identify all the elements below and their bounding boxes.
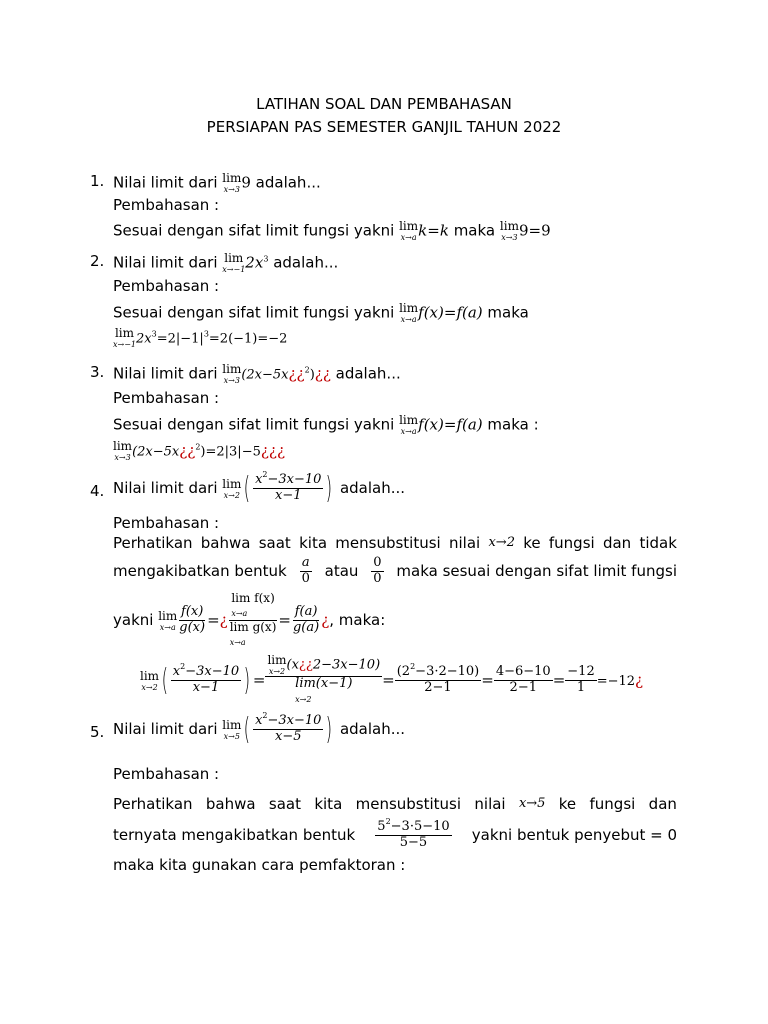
- question-number-2: 2.: [90, 252, 105, 270]
- solution-3-rule: Sesuai dengan sifat limit fungsi yakni lim x→a f(x)=f(a) maka :: [113, 413, 539, 436]
- render-error-glyph: ¿¿: [179, 441, 196, 460]
- solution-4-calc: lim x→2 ( $\frac{x^2-3x-10}{x-1}$ ) = lim x→2 (x¿¿2−3x−10) lim(x−1) x→2 = $\frac{(2^2-3\cdot 2-10)}{2-1}$ = $\frac{4-6-10}{2-1}$ = $\frac{-12}{1}$ =−12¿: [140, 650, 643, 712]
- title-line-2: PERSIAPAN PAS SEMESTER GANJIL TAHUN 2022: [206, 118, 562, 136]
- solution-5-text-line3: maka kita gunakan cara pemfaktoran :: [113, 856, 406, 874]
- fraction: $\frac{x^2-3x-10}{x-1}$: [255, 470, 322, 503]
- fraction: lim f(x) x→a lim g(x) x→a: [229, 591, 277, 647]
- solution-1: Sesuai dengan sifat limit fungsi yakni lim x→a k=k maka lim x→3 9=9: [113, 219, 551, 242]
- limit-symbol: lim x→5: [222, 717, 242, 741]
- title-line-1: LATIHAN SOAL DAN PEMBAHASAN: [256, 95, 512, 113]
- fraction: $\frac{4-6-10}{2-1}$: [495, 664, 551, 695]
- solution-2-rule: Sesuai dengan sifat limit fungsi yakni lim x→a f(x)=f(a) maka: [113, 301, 529, 324]
- question-number-4: 4.: [90, 482, 105, 500]
- fraction: $\frac{-12}{1}$: [567, 664, 595, 695]
- pembahasan-label-5: Pembahasan :: [113, 765, 220, 783]
- limit-symbol: lim x→a: [399, 301, 419, 324]
- render-error-glyph: ¿¿: [288, 364, 305, 383]
- fraction: lim x→2 (x¿¿2−3x−10) lim(x−1) x→2: [267, 653, 381, 704]
- render-error-glyph: ¿: [635, 671, 644, 689]
- question-2: Nilai limit dari lim x→−1 $2x^3$ adalah...: [113, 251, 339, 274]
- render-error-glyph: ¿¿: [314, 364, 331, 383]
- limit-symbol: lim x→3: [222, 362, 242, 385]
- limit-symbol: lim x→3: [113, 439, 133, 462]
- solution-5-text-line2: ternyata mengakibatkan bentuk $\frac{5^2-3\cdot 5-10}{5-5}$ yakni bentuk penyebut = 0: [113, 816, 677, 850]
- fraction: $\frac{0}{0}$: [373, 554, 382, 586]
- question-number-1: 1.: [90, 172, 105, 190]
- pembahasan-label-1: Pembahasan :: [113, 196, 220, 214]
- limit-symbol: lim x→3: [499, 219, 519, 242]
- limit-symbol: lim x→2: [222, 476, 242, 500]
- question-4: Nilai limit dari lim x→2 ( $\frac{x^2-3x-10}{x-1}$ ) adalah...: [113, 470, 406, 506]
- fraction: $\frac{f(a)}{g(a)}$: [292, 604, 320, 635]
- limit-symbol: lim x→3: [222, 171, 242, 194]
- limit-symbol: lim x→2: [140, 668, 160, 692]
- limit-symbol: lim x→a: [399, 219, 419, 242]
- solution-4-text-line1: Perhatikan bahwa saat kita mensubstitusi nilai x→2 ke fungsi dan tidak: [113, 534, 677, 552]
- pembahasan-label-2: Pembahasan :: [113, 277, 220, 295]
- fraction: $\frac{x^2-3x-10}{x-5}$: [255, 711, 322, 744]
- pembahasan-label-4: Pembahasan :: [113, 514, 220, 532]
- fraction: $\frac{a}{0}$: [301, 554, 310, 586]
- question-number-3: 3.: [90, 363, 105, 381]
- solution-4-text-line2: mengakibatkan bentuk $\frac{a}{0}$ atau $\frac{0}{0}$ maka sesuai dengan sifat limit fungsi: [113, 554, 677, 586]
- render-error-glyph: ¿: [219, 611, 228, 629]
- fraction: $\frac{f(x)}{g(x)}$: [179, 604, 206, 635]
- question-3: Nilai limit dari lim x→3 (2x−5x¿¿$^2$)¿¿ adalah...: [113, 362, 401, 385]
- render-error-glyph: ¿¿¿: [260, 441, 285, 460]
- solution-5-text-line1: Perhatikan bahwa saat kita mensubstitusi nilai x→5 ke fungsi dan: [113, 795, 677, 813]
- limit-symbol: lim x→a: [158, 608, 178, 632]
- fraction: $\frac{x^2-3x-10}{x-1}$: [172, 662, 240, 695]
- pembahasan-label-3: Pembahasan :: [113, 389, 220, 407]
- limit-symbol: lim x→−1: [222, 251, 246, 274]
- question-1: Nilai limit dari lim x→3 9 adalah...: [113, 171, 321, 194]
- question-number-5: 5.: [90, 723, 105, 741]
- question-5: Nilai limit dari lim x→5 ( $\frac{x^2-3x-10}{x-5}$ ) adalah...: [113, 711, 406, 747]
- solution-3-calc: lim x→3 (2x−5x¿¿$^2$)=2|3|−5¿¿¿: [113, 439, 285, 462]
- limit-symbol: lim x→−1: [113, 326, 137, 349]
- fraction: $\frac{(2^2-3\cdot 2-10)}{2-1}$: [396, 662, 480, 695]
- render-error-glyph: ¿: [321, 611, 330, 629]
- solution-4-rule: yakni lim x→a $\frac{f(x)}{g(x)}$ =¿ lim f(x) x→a lim g(x) x→a = $\frac{f(a)}{g(a)}$ ¿, maka:: [113, 591, 386, 647]
- fraction: $\frac{5^2-3\cdot 5-10}{5-5}$: [377, 816, 450, 850]
- limit-symbol: lim x→a: [399, 413, 419, 436]
- solution-2-calc: lim x→−1 $2x^3=2|-1|^3=2(-1)=-2$: [113, 326, 288, 349]
